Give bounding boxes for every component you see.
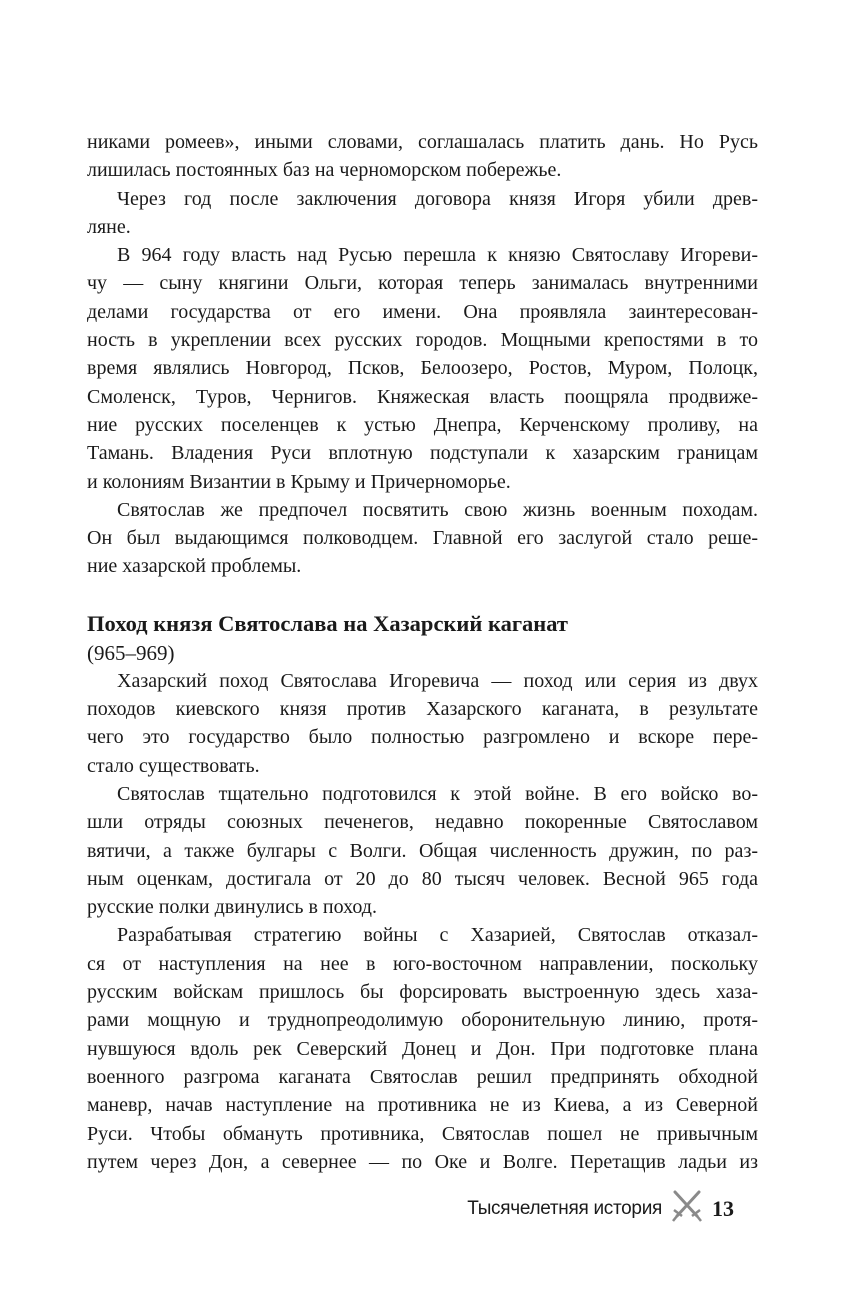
text-line: шли отряды союзных печенегов, недавно покоренные Святославом — [87, 811, 758, 834]
paragraph — [87, 241, 758, 496]
text-line: Смоленск, Туров, Чернигов. Княжеская власть поощряла продвиже- — [87, 385, 758, 408]
text-line: ность в укреплении всех русских городов. Мощными крепостями в то — [87, 329, 758, 352]
text-line: ным оценкам, достигала от 20 до 80 тысяч человек. Весной 965 года — [87, 867, 758, 890]
book-title: Тысячелетняя история — [467, 1197, 662, 1219]
section-heading — [87, 609, 758, 667]
text-line: чего это государство было полностью разгромлено и вскоре пере- — [87, 726, 758, 749]
text-line: делами государства от его имени. Она проявляла заинтересован- — [87, 300, 758, 323]
page-number: 13 — [712, 1195, 734, 1221]
text-line: лишилась постоянных баз на черноморском побережье. — [87, 159, 562, 182]
crossed-swords-icon — [670, 1190, 704, 1227]
text-line: никами ромеев», иными словами, соглашалась платить дань. Но Русь — [87, 131, 758, 153]
running-footer — [467, 1190, 734, 1227]
paragraph — [87, 921, 758, 1176]
text-line: военного разгрома каганата Святослав решил предпринять обходной — [87, 1065, 758, 1088]
text-line: Хазарский поход Святослава Игоревича — поход или серия из двух — [117, 669, 758, 692]
text-line: походов киевского князя против Хазарского каганата, в результате — [87, 698, 758, 721]
text-line: Святослав же предпочел посвятить свою жизнь военным походам. — [117, 498, 758, 521]
text-line: ние хазарской проблемы. — [87, 555, 302, 578]
text-line: Тамань. Владения Руси вплотную подступали к хазарским границам — [87, 442, 758, 465]
text-line: маневр, начав наступление на противника не из Киева, а из Северной — [87, 1094, 758, 1117]
text-line: Руси. Чтобы обмануть противника, Святослав пошел не привычным — [87, 1122, 758, 1145]
section-years: (965–969) — [87, 640, 175, 665]
text-line: рами мощную и труднопреодолимую оборонительную линию, протя- — [87, 1009, 758, 1032]
text-line: чу — сыну княгини Ольги, которая теперь занималась внутренними — [87, 272, 758, 295]
text-line: Разрабатывая стратегию войны с Хазарией, Святослав отказал- — [117, 924, 758, 947]
text-line: русским войскам пришлось бы форсировать выстроенную здесь хаза- — [87, 981, 758, 1004]
text-line: нувшуюся вдоль рек Северский Донец и Дон. При подготовке плана — [87, 1037, 758, 1060]
text-line: путем через Дон, а севернее — по Оке и Волге. Перетащив ладьи из — [87, 1150, 758, 1173]
text-line: ся от наступления на нее в юго-восточном направлении, поскольку — [87, 952, 758, 975]
text-line: русские полки двинулись в поход. — [87, 896, 377, 919]
paragraph — [87, 667, 758, 780]
text-line: Он был выдающимся полководцем. Главной его заслугой стало реше- — [87, 527, 758, 550]
text-line: В 964 году власть над Русью перешла к князю Святославу Игореви- — [117, 244, 758, 267]
section-title: Поход князя Святослава на Хазарский каганат — [87, 610, 568, 636]
text-line: ние русских поселенцев к устью Днепра, Керченскому проливу, на — [87, 413, 758, 436]
text-line: время являлись Новгород, Псков, Белоозеро, Ростов, Муром, Полоцк, — [87, 357, 758, 380]
paragraph — [87, 496, 758, 581]
text-line: вятичи, а также булгары с Волги. Общая численность дружин, по раз- — [87, 839, 758, 862]
paragraph — [87, 185, 758, 242]
page-body — [87, 128, 758, 1176]
text-line: и колониям Византии в Крыму и Причерноморье. — [87, 470, 511, 493]
text-line: ляне. — [87, 215, 131, 238]
paragraph — [87, 128, 758, 185]
paragraph — [87, 780, 758, 921]
text-line: стало существовать. — [87, 754, 260, 777]
text-line: Святослав тщательно подготовился к этой войне. В его войско во- — [117, 782, 758, 805]
text-line: Через год после заключения договора князя Игоря убили древ- — [117, 187, 758, 210]
